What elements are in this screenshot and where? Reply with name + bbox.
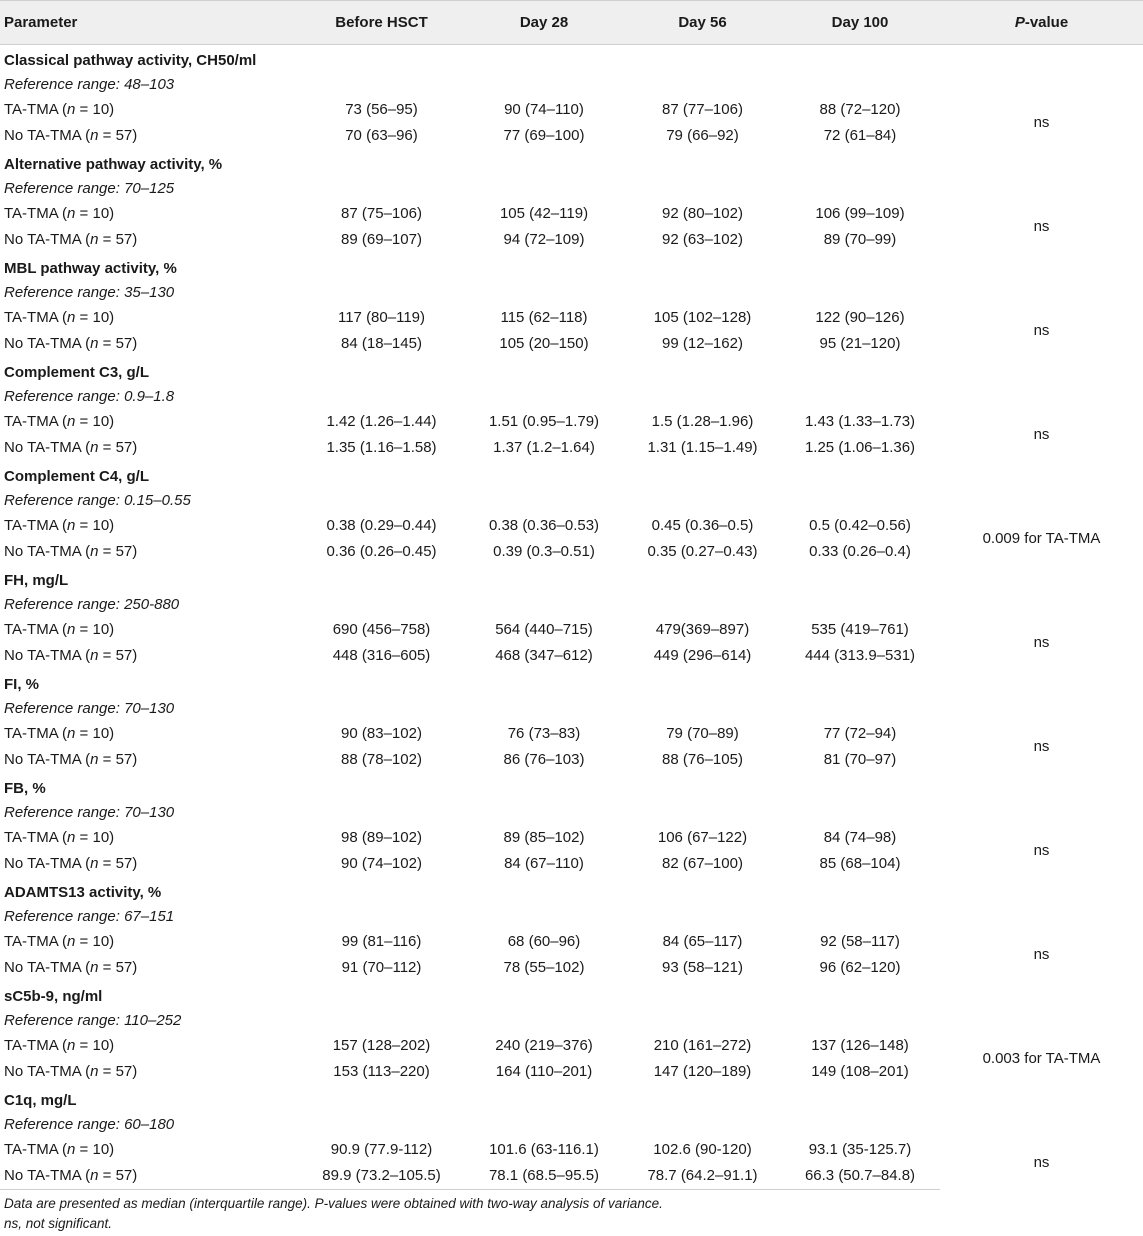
table-cell: 72 (61–84) [823,127,897,145]
p-value-cell: ns [1033,114,1050,131]
group-label-prefix: No TA-TMA ( [4,439,91,457]
group-label-prefix: No TA-TMA ( [4,231,91,249]
table-cell: 1.43 (1.33–1.73) [804,412,916,430]
group-label [0,824,300,851]
table-row [0,616,1143,643]
header-parameter: Parameter [0,1,300,45]
table-cell: 105 (102–128) [653,308,752,326]
table-cell: 1.25 (1.06–1.36) [804,439,916,457]
table-cell: 66.3 (50.7–84.8) [780,1163,940,1190]
table-cell: 78.1 (68.5–95.5) [463,1163,625,1190]
group-label-n: n [67,1140,76,1158]
group-label-prefix: No TA-TMA ( [4,1167,91,1185]
table-cell: 77 (72–94) [823,724,897,742]
reference-range: Reference range: 0.9–1.8 [4,387,175,405]
group-label-suffix: = 10) [75,620,115,638]
table-cell: 106 (67–122) [657,828,748,846]
table-cell: 468 (347–612) [495,647,593,665]
table-cell: 99 (81–116) [341,932,422,950]
table-cell: 88 (76–105) [662,751,743,769]
table-row [0,824,1143,851]
group-label-suffix: = 57) [98,1063,138,1081]
table-cell: 93 (58–121) [662,959,743,977]
group-label [0,851,300,878]
group-label-suffix: = 10) [75,100,115,118]
section-title-row [0,461,1143,488]
table-cell: 90 (83–102) [341,724,422,742]
reference-range: Reference range: 67–151 [4,907,175,925]
table-cell: 153 (113–220) [333,1063,430,1081]
table-cell: 122 (90–126) [815,308,905,326]
group-label-prefix: TA-TMA ( [4,828,68,846]
group-label-prefix: TA-TMA ( [4,100,68,118]
table-cell: 89 (85–102) [503,828,585,846]
group-label-prefix: No TA-TMA ( [4,751,91,769]
section-title-row [0,357,1143,384]
table-cell: 78.7 (64.2–91.1) [625,1163,780,1190]
table-cell: 1.35 (1.16–1.58) [326,439,437,457]
table-cell: 92 (63–102) [662,231,743,249]
table-cell: 84 (67–110) [504,855,584,873]
group-label-suffix: = 57) [98,1167,138,1185]
table-cell: 106 (99–109) [815,204,905,222]
reference-range: Reference range: 250-880 [4,595,180,613]
table-body [0,45,1143,1190]
group-label-suffix: = 10) [75,828,115,846]
table-row [0,928,1143,955]
reference-range: Reference range: 110–252 [4,1011,182,1029]
group-label-suffix: = 10) [75,1036,115,1054]
section-title: FI, % [4,676,40,693]
table-row [0,720,1143,747]
group-label [0,96,300,123]
group-label-prefix: No TA-TMA ( [4,127,91,145]
group-label [0,539,300,566]
group-label [0,928,300,955]
table-row [0,1136,1143,1163]
table-row [0,96,1143,123]
table-cell: 88 (72–120) [819,100,901,118]
table-cell: 105 (20–150) [499,335,589,353]
table-cell: 157 (128–202) [332,1036,431,1054]
table-cell: 88 (78–102) [341,751,422,769]
header-before-hsct: Before HSCT [300,1,463,45]
table-cell: 0.36 (0.26–0.45) [326,543,437,561]
table-cell: 89.9 (73.2–105.5) [300,1163,463,1190]
group-label-suffix: = 57) [98,231,138,249]
p-value-cell: ns [1033,738,1050,755]
table-cell: 92 (58–117) [820,932,900,950]
group-label-n: n [67,932,76,950]
p-value-cell: ns [1033,322,1050,339]
table-cell: 90.9 (77.9-112) [330,1140,433,1158]
table-row [0,200,1143,227]
group-label-suffix: = 10) [75,204,115,222]
section-title-row [0,669,1143,696]
group-label [0,1136,300,1163]
group-label [0,1032,300,1059]
table-cell: 90 (74–110) [504,100,584,118]
reference-range-row [0,1008,1143,1032]
reference-range-row [0,904,1143,928]
group-label-prefix: TA-TMA ( [4,516,68,534]
header-p-italic: P [1014,14,1025,31]
table-cell: 1.37 (1.2–1.64) [493,439,595,457]
group-label-n: n [67,1036,76,1054]
group-label-prefix: No TA-TMA ( [4,959,91,977]
table-cell: 0.33 (0.26–0.4) [809,543,911,561]
section-title: sC5b-9, ng/ml [4,988,103,1005]
table-cell: 76 (73–83) [507,724,581,742]
table-cell: 149 (108–201) [811,1063,909,1081]
group-label-n: n [67,204,76,222]
table-cell: 1.31 (1.15–1.49) [647,439,758,457]
table-cell: 68 (60–96) [507,932,581,950]
group-label-prefix: TA-TMA ( [4,620,68,638]
group-label-suffix: = 57) [98,439,138,457]
table-cell: 90 (74–102) [341,855,422,873]
table-cell: 0.35 (0.27–0.43) [647,543,758,561]
section-title-row [0,877,1143,904]
group-label-n: n [67,516,76,534]
table-row [0,304,1143,331]
group-label-prefix: No TA-TMA ( [4,335,91,353]
group-label-n: n [67,412,76,430]
table-cell: 101.6 (63-116.1) [489,1140,599,1158]
table-cell: 79 (66–92) [666,127,739,145]
group-label-prefix: TA-TMA ( [4,724,68,742]
group-label-suffix: = 57) [98,335,138,353]
section-title: ADAMTS13 activity, % [4,884,162,901]
group-label-n: n [90,959,99,977]
table-cell: 70 (63–96) [345,127,418,145]
group-label-prefix: No TA-TMA ( [4,855,91,873]
table-cell: 99 (12–162) [662,335,743,353]
group-label [0,720,300,747]
reference-range: Reference range: 48–103 [4,75,175,93]
table-cell: 89 (69–107) [341,231,422,249]
table-cell: 1.51 (0.95–1.79) [488,412,600,430]
table-cell: 96 (62–120) [819,959,901,977]
reference-range-row [0,800,1143,824]
reference-range-row [0,1112,1143,1136]
section-title: Complement C4, g/L [4,468,150,485]
section-title: FB, % [4,780,46,797]
group-label-prefix: TA-TMA ( [4,1140,68,1158]
group-label-prefix: TA-TMA ( [4,412,68,430]
table-cell: 105 (42–119) [499,204,589,222]
table-cell: 87 (75–106) [341,204,422,222]
table-row [0,1032,1143,1059]
reference-range-row [0,72,1143,96]
group-label [0,643,300,670]
table-cell: 82 (67–100) [662,855,743,873]
table-cell: 73 (56–95) [345,100,418,118]
table-cell: 81 (70–97) [823,751,897,769]
table-cell: 115 (62–118) [500,308,588,326]
reference-range: Reference range: 0.15–0.55 [4,491,191,509]
table-cell: 78 (55–102) [503,959,585,977]
table-cell: 91 (70–112) [341,959,422,977]
table-cell: 164 (110–201) [495,1063,593,1081]
header-row [0,1,1143,45]
section-title: MBL pathway activity, % [4,260,177,277]
table-cell: 87 (77–106) [662,100,743,118]
group-label-suffix: = 57) [98,127,138,145]
table-cell: 690 (456–758) [332,620,431,638]
table-cell: 444 (313.9–531) [804,647,916,665]
footnote-line-1: Data are presented as median (interquartile range). P-values were obtained with two-way analysis of variance. [4,1196,663,1211]
group-label [0,955,300,982]
group-label-suffix: = 10) [75,932,115,950]
table-cell: 89 (70–99) [823,231,897,249]
section-title-row [0,149,1143,176]
reference-range-row [0,696,1143,720]
group-label [0,331,300,358]
p-value-cell: 0.003 for TA-TMA [982,1050,1101,1067]
reference-range-row [0,488,1143,512]
section-title: Complement C3, g/L [4,364,150,381]
table-cell: 479(369–897) [655,620,750,638]
table-cell: 564 (440–715) [495,620,593,638]
group-label-n: n [90,335,99,353]
section-title-row [0,981,1143,1008]
p-value-cell: ns [1033,842,1050,859]
table-cell: 98 (89–102) [341,828,422,846]
p-value-cell: ns [1033,218,1050,235]
group-label [0,435,300,462]
reference-range-row [0,384,1143,408]
reference-range-row [0,176,1143,200]
group-label-n: n [67,620,76,638]
group-label-n: n [90,543,99,561]
p-value-cell: ns [1033,946,1050,963]
group-label [0,200,300,227]
table-row [0,408,1143,435]
group-label-suffix: = 57) [98,751,138,769]
table-cell: 84 (65–117) [662,932,743,950]
table-cell: 85 (68–104) [819,855,901,873]
group-label-prefix: TA-TMA ( [4,1036,68,1054]
group-label-n: n [67,308,76,326]
section-title: Alternative pathway activity, % [4,156,223,173]
group-label-suffix: = 10) [75,724,115,742]
header-day-100: Day 100 [780,1,940,45]
group-label-n: n [67,828,76,846]
section-title-row [0,253,1143,280]
header-p-rest: -value [1024,14,1069,31]
reference-range: Reference range: 35–130 [4,283,175,301]
group-label-suffix: = 10) [75,516,115,534]
group-label-prefix: No TA-TMA ( [4,647,91,665]
table-cell: 448 (316–605) [332,647,431,665]
table-footnotes [0,1194,1143,1234]
table-cell: 117 (80–119) [337,308,425,326]
group-label-n: n [90,439,99,457]
group-label-n: n [90,1063,99,1081]
group-label-suffix: = 57) [98,855,138,873]
table-cell: 210 (161–272) [653,1036,752,1054]
group-label-prefix: No TA-TMA ( [4,543,91,561]
table-cell: 79 (70–89) [666,724,739,742]
table-cell: 84 (74–98) [823,828,897,846]
section-title: FH, mg/L [4,572,69,589]
group-label-n: n [90,127,99,145]
group-label-n: n [67,724,76,742]
group-label-prefix: TA-TMA ( [4,308,68,326]
table-cell: 0.5 (0.42–0.56) [809,516,911,534]
table-cell: 137 (126–148) [811,1036,909,1054]
table-cell: 95 (21–120) [819,335,901,353]
section-title: Classical pathway activity, CH50/ml [4,52,257,69]
group-label-suffix: = 57) [98,959,138,977]
group-label-prefix: TA-TMA ( [4,204,68,222]
group-label [0,408,300,435]
table-cell: 86 (76–103) [503,751,585,769]
table-cell: 0.45 (0.36–0.5) [651,516,754,534]
header-day-56: Day 56 [625,1,780,45]
group-label [0,616,300,643]
table-cell: 102.6 (90-120) [653,1140,752,1158]
table-cell: 84 (18–145) [341,335,422,353]
group-label-n: n [90,1167,99,1185]
section-title: C1q, mg/L [4,1092,77,1109]
group-label-suffix: = 57) [98,543,138,561]
table-cell: 93.1 (35-125.7) [808,1140,912,1158]
table-cell: 0.38 (0.36–0.53) [488,516,600,534]
footnote-line-2: ns, not significant. [4,1216,113,1231]
p-value-cell: ns [1033,426,1050,443]
reference-range: Reference range: 70–125 [4,179,175,197]
section-title-row [0,1085,1143,1112]
reference-range: Reference range: 70–130 [4,803,175,821]
table-cell: 1.42 (1.26–1.44) [326,412,437,430]
group-label-suffix: = 10) [75,308,115,326]
group-label-n: n [90,647,99,665]
group-label-prefix: No TA-TMA ( [4,1063,91,1081]
section-title-row [0,565,1143,592]
group-label [0,1163,300,1190]
group-label-suffix: = 10) [75,1140,115,1158]
table-cell: 0.38 (0.29–0.44) [326,516,437,534]
header-day-28: Day 28 [463,1,625,45]
group-label-suffix: = 10) [75,412,115,430]
group-label [0,1059,300,1086]
p-value-cell: 0.009 for TA-TMA [982,530,1101,547]
table-cell: 535 (419–761) [811,620,909,638]
group-label-suffix: = 57) [98,647,138,665]
table-cell: 1.5 (1.28–1.96) [651,412,754,430]
table-cell: 0.39 (0.3–0.51) [493,543,595,561]
section-title-row [0,773,1143,800]
table-cell: 77 (69–100) [503,127,585,145]
group-label-n: n [90,231,99,249]
group-label-n: n [90,751,99,769]
reference-range-row [0,592,1143,616]
group-label [0,747,300,774]
group-label [0,227,300,254]
header-p-value [940,1,1143,45]
group-label [0,123,300,150]
table-cell: 449 (296–614) [653,647,752,665]
table-cell: 240 (219–376) [495,1036,593,1054]
group-label-prefix: TA-TMA ( [4,932,68,950]
table-cell: 147 (120–189) [653,1063,752,1081]
reference-range-row [0,280,1143,304]
reference-range: Reference range: 60–180 [4,1115,175,1133]
group-label-n: n [90,855,99,873]
section-title-row [0,45,1143,73]
table-row [0,512,1143,539]
p-value-cell: ns [1033,634,1050,651]
table-cell: 94 (72–109) [503,231,585,249]
group-label-n: n [67,100,76,118]
group-label [0,304,300,331]
group-label [0,512,300,539]
p-value-cell: ns [1033,1154,1050,1172]
reference-range: Reference range: 70–130 [4,699,175,717]
table-cell: 92 (80–102) [662,204,743,222]
